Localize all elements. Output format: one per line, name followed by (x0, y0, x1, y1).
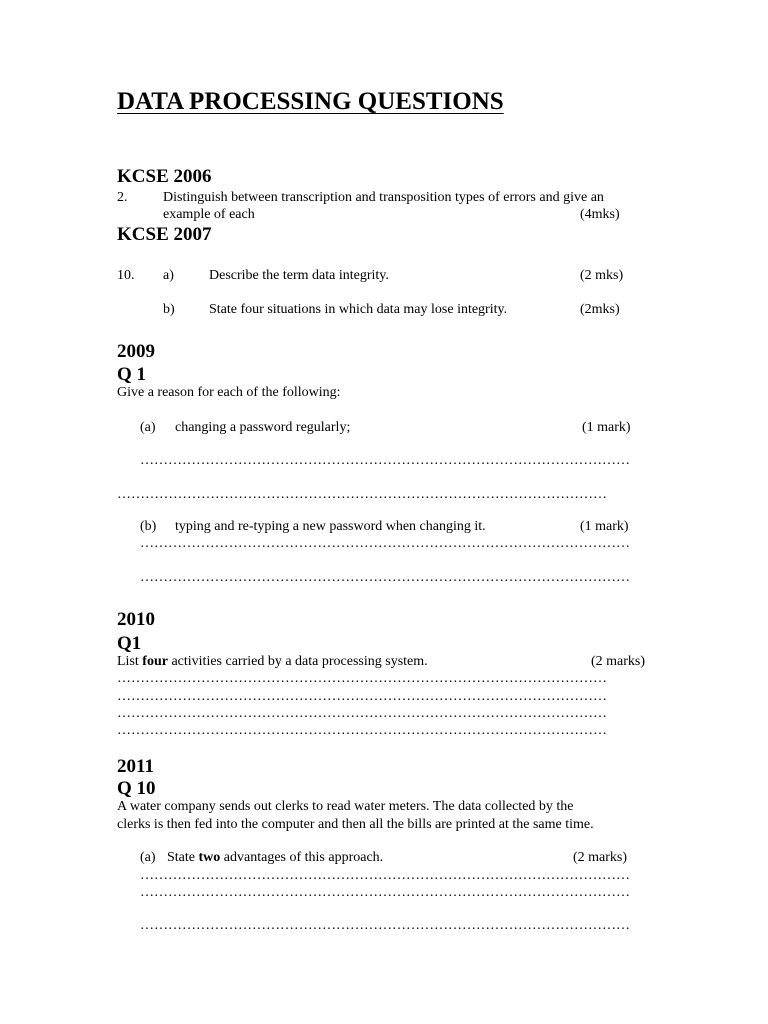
emphasis-text: four (142, 654, 168, 669)
answer-line: …………………………………………………………………………………………… (140, 885, 630, 900)
answer-line: …………………………………………………………………………………………… (140, 453, 630, 468)
question-text-line: Distinguish between transcription and transposition types of errors and give an (163, 190, 604, 205)
sub-question-text: changing a password regularly; (175, 420, 351, 435)
sub-question-label: (a) (140, 850, 156, 865)
marks-label: (2 mks) (580, 268, 624, 283)
marks-label: (2 marks) (591, 654, 646, 669)
question-heading: Q1 (117, 633, 142, 654)
question-text: List four activities carried by a data processing system. (117, 654, 428, 669)
marks-label: (2mks) (580, 302, 620, 317)
sub-question-text: Describe the term data integrity. (209, 268, 389, 283)
sub-question-text: typing and re-typing a new password when changing it. (175, 519, 486, 534)
sub-question-label: a) (163, 268, 174, 283)
answer-line: …………………………………………………………………………………………… (140, 536, 630, 551)
answer-line: …………………………………………………………………………………………… (117, 671, 607, 686)
question-text-line: example of each (163, 207, 255, 222)
answer-line: …………………………………………………………………………………………… (117, 689, 607, 704)
emphasis-text: two (198, 850, 221, 865)
marks-label: (1 mark) (580, 519, 629, 534)
section-heading-2009: 2009 (117, 341, 155, 362)
answer-line: …………………………………………………………………………………………… (140, 570, 630, 585)
question-number: 10. (117, 268, 135, 283)
question-text-line: clerks is then fed into the computer and then all the bills are printed at the same time. (117, 817, 594, 832)
sub-question-label: (b) (140, 519, 157, 534)
sub-question-label: b) (163, 302, 175, 317)
question-intro: Give a reason for each of the following: (117, 385, 341, 400)
sub-question-label: (a) (140, 420, 156, 435)
section-heading-2010: 2010 (117, 609, 155, 630)
marks-label: (2 marks) (573, 850, 628, 865)
answer-line: …………………………………………………………………………………………… (140, 868, 630, 883)
sub-question-text: State four situations in which data may lose integrity. (209, 302, 508, 317)
question-number: 2. (117, 190, 128, 205)
answer-line: …………………………………………………………………………………………… (140, 918, 630, 933)
marks-label: (4mks) (580, 207, 620, 222)
answer-line: …………………………………………………………………………………………… (117, 706, 607, 721)
section-heading-2011: 2011 (117, 756, 154, 777)
section-heading-kcse-2007: KCSE 2007 (117, 224, 212, 245)
question-heading: Q 10 (117, 778, 156, 799)
section-heading-kcse-2006: KCSE 2006 (117, 166, 212, 187)
sub-question-text: State two advantages of this approach. (167, 850, 384, 865)
page-title: DATA PROCESSING QUESTIONS (117, 88, 504, 115)
question-heading: Q 1 (117, 364, 147, 385)
answer-line: …………………………………………………………………………………………… (117, 723, 607, 738)
marks-label: (1 mark) (582, 420, 631, 435)
answer-line: …………………………………………………………………………………………… (117, 487, 607, 502)
question-text-line: A water company sends out clerks to read water meters. The data collected by the (117, 799, 574, 814)
